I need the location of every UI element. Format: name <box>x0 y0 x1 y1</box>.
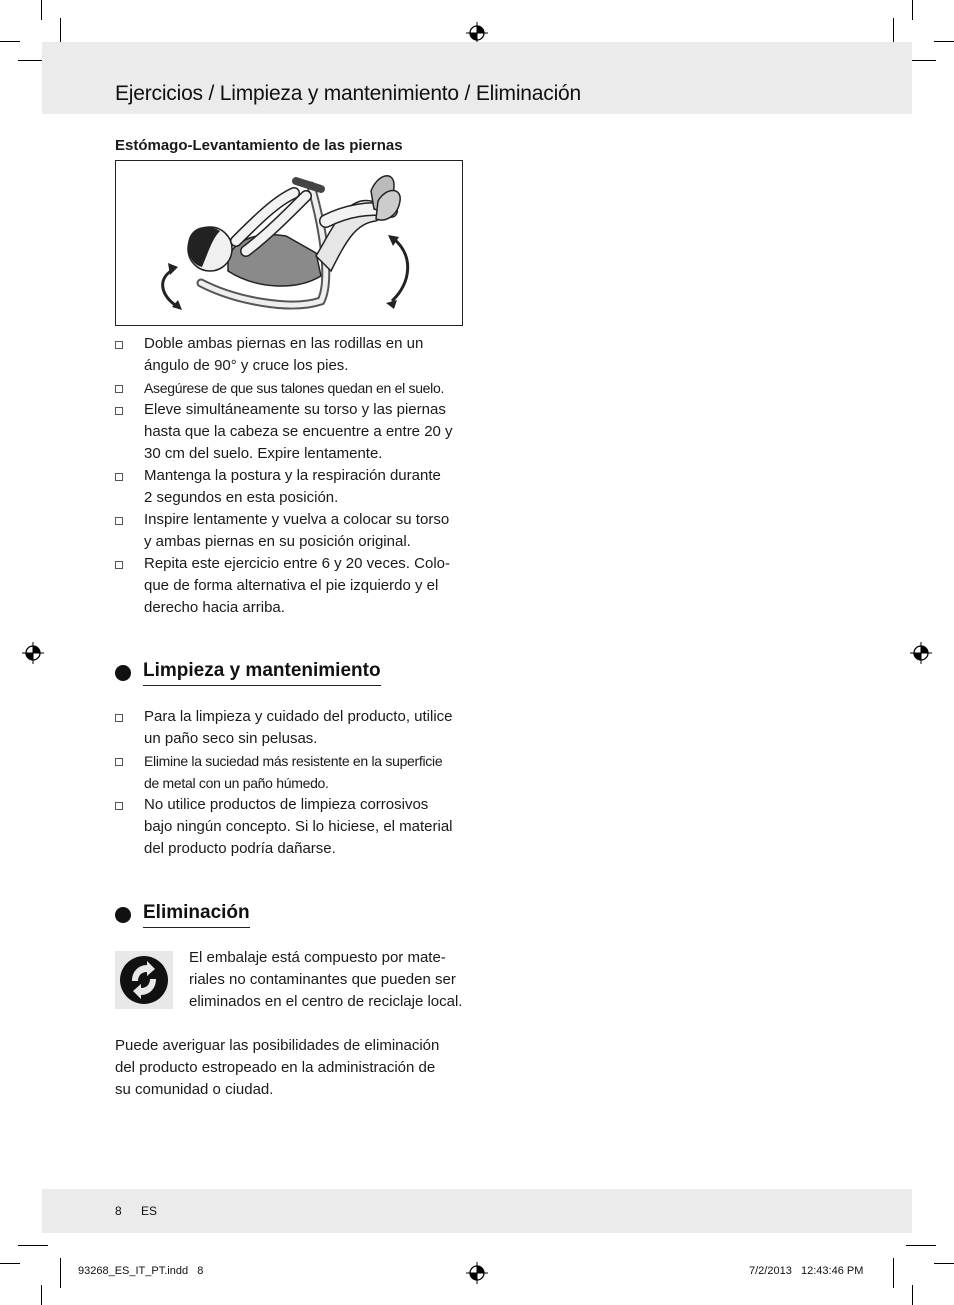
page-title: Ejercicios / Limpieza y mantenimiento / Eliminación <box>115 82 581 105</box>
bullet-dot-icon <box>115 907 131 923</box>
green-dot-recycling-icon <box>115 951 173 1009</box>
cleaning-steps-list <box>115 706 467 860</box>
exercise-heading: Estómago-Levantamiento de las piernas <box>115 137 403 154</box>
checkbox-square-icon <box>115 385 123 393</box>
cleaning-section-heading: Limpieza y mantenimiento <box>115 660 381 686</box>
checkbox-square-icon <box>115 561 123 569</box>
list-item: Repita este ejercicio entre 6 y 20 veces. Colo- que de forma alternativa el pie izquierdo y el derecho hacia arriba. <box>115 553 467 619</box>
list-item: Eleve simultáneamente su torso y las piernas hasta que la cabeza se encuentre a entre 20 y 30 cm del suelo. Expire lentamente. <box>115 399 467 465</box>
checkbox-square-icon <box>115 473 123 481</box>
bullet-dot-icon <box>115 665 131 681</box>
checkbox-square-icon <box>115 758 123 766</box>
checkbox-square-icon <box>115 714 123 722</box>
registration-mark-icon <box>466 1262 488 1284</box>
disposal-section-heading: Eliminación <box>115 902 250 928</box>
list-item: Doble ambas piernas en las rodillas en un ángulo de 90° y cruce los pies. <box>115 333 467 377</box>
packaging-text: El embalaje está compuesto por mate- riales no contaminantes que pueden ser eliminados en el centro de reciclaje local. <box>189 949 463 1010</box>
list-item: Mantenga la postura y la respiración durante 2 segundos en esta posición. <box>115 465 467 509</box>
disposal-text: Puede averiguar las posibilidades de eliminación del producto estropeado en la administración de su comunidad o ciudad. <box>115 1037 440 1098</box>
list-item: No utilice productos de limpieza corrosivos bajo ningún concepto. Si lo hiciese, el material del producto podría dañarse. <box>115 794 467 860</box>
timestamp: 7/2/2013 12:43:46 PM <box>749 1265 864 1277</box>
footer-band <box>42 1189 912 1233</box>
exercise-illustration <box>115 160 463 326</box>
registration-mark-icon <box>466 22 488 44</box>
page-number: 8 <box>115 1204 122 1218</box>
registration-mark-icon <box>22 642 44 664</box>
exercise-steps-list <box>115 333 467 619</box>
list-item: Inspire lentamente y vuelva a colocar su torso y ambas piernas en su posición original. <box>115 509 467 553</box>
checkbox-square-icon <box>115 802 123 810</box>
language-code: ES <box>141 1204 158 1218</box>
list-item: Elimine la suciedad más resistente en la superficie de metal con un paño húmedo. <box>115 750 467 794</box>
list-item: Para la limpieza y cuidado del producto, utilice un paño seco sin pelusas. <box>115 706 467 750</box>
checkbox-square-icon <box>115 407 123 415</box>
checkbox-square-icon <box>115 517 123 525</box>
list-item: Asegúrese de que sus talones quedan en el suelo. <box>115 377 467 399</box>
file-name: 93268_ES_IT_PT.indd 8 <box>78 1265 204 1277</box>
registration-mark-icon <box>910 642 932 664</box>
checkbox-square-icon <box>115 341 123 349</box>
